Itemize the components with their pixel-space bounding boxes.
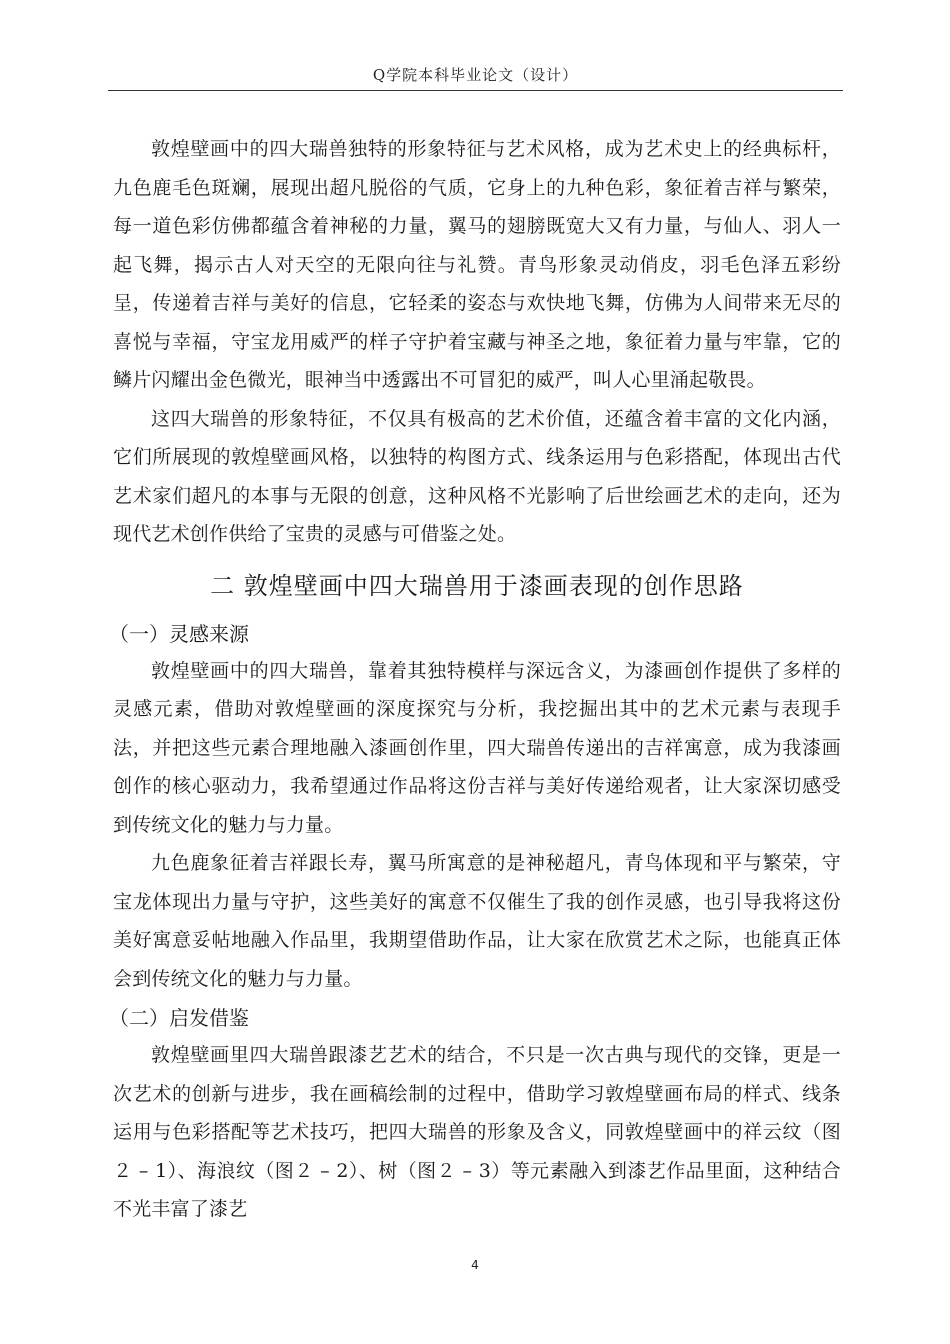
page-number: 4: [471, 1258, 479, 1272]
section-heading: 二 敦煌壁画中四大瑞兽用于漆画表现的创作思路: [210, 571, 744, 600]
body-paragraph: 敦煌壁画中的四大瑞兽，靠着其独特模样与深远含义，为漆画创作提供了多样的灵感元素，借助对敦煌壁画的深度探究与分析，我挖掘出其中的艺术元素与表现手法，并把这些元素合理地融入漆画创作里，四大瑞兽传递出的吉祥寓意，成为我漆画创作的核心驱动力，我希望通过作品将这份吉祥与美好传递给观者，让大家深切感受到传统文化的魅力与力量。: [113, 659, 841, 836]
body-paragraph: 敦煌壁画中的四大瑞兽独特的形象特征与艺术风格，成为艺术史上的经典标杆，九色鹿毛色斑斓，展现出超凡脱俗的气质，它身上的九种色彩，象征着吉祥与繁荣，每一道色彩仿佛都蕴含着神秘的力量，翼马的翅膀既宽大又有力量，与仙人、羽人一起飞舞，揭示古人对天空的无限向往与礼赞。青鸟形象灵动俏皮，羽毛色泽五彩纷呈，传递着吉祥与美好的信息，它轻柔的姿态与欢快地飞舞，仿佛为人间带来无尽的喜悦与幸福，守宝龙用威严的样子守护着宝藏与神圣之地，象征着力量与牢靠，它的鳞片闪耀出金色微光，眼神当中透露出不可冒犯的威严，叫人心里涌起敬畏。: [113, 138, 841, 391]
header-rule: [108, 90, 843, 91]
body-paragraph: 九色鹿象征着吉祥跟长寿，翼马所寓意的是神秘超凡，青鸟体现和平与繁荣，守宝龙体现出力量与守护，这些美好的寓意不仅催生了我的创作灵感，也引导我将这份美好寓意妥帖地融入作品里，我期望借助作品，让大家在欣赏艺术之际，也能真正体会到传统文化的魅力与力量。: [113, 852, 841, 990]
subsection-heading-inspiration: （一）灵感来源: [109, 621, 249, 646]
running-header: Q学院本科毕业论文（设计）: [372, 66, 579, 84]
subsection-heading-reference: （二）启发借鉴: [109, 1006, 249, 1030]
body-paragraph: 这四大瑞兽的形象特征，不仅具有极高的艺术价值，还蕴含着丰富的文化内涵，它们所展现的敦煌壁画风格，以独特的构图方式、线条运用与色彩搭配，体现出古代艺术家们超凡的本事与无限的创意，这种风格不光影响了后世绘画艺术的走向，还为现代艺术创作供给了宝贵的灵感与可借鉴之处。: [113, 407, 841, 545]
body-paragraph: 敦煌壁画里四大瑞兽跟漆艺艺术的结合，不只是一次古典与现代的交锋，更是一次艺术的创新与进步，我在画稿绘制的过程中，借助学习敦煌壁画布局的样式、线条运用与色彩搭配等艺术技巧，把四大瑞兽的形象及含义，同敦煌壁画中的祥云纹（图２ – 1）、海浪纹（图２ – 2）、树（图２ – 3）等元素融入到漆艺作品里面，这种结合不光丰富了漆艺: [113, 1044, 841, 1220]
page-content: [109, 130, 841, 1229]
